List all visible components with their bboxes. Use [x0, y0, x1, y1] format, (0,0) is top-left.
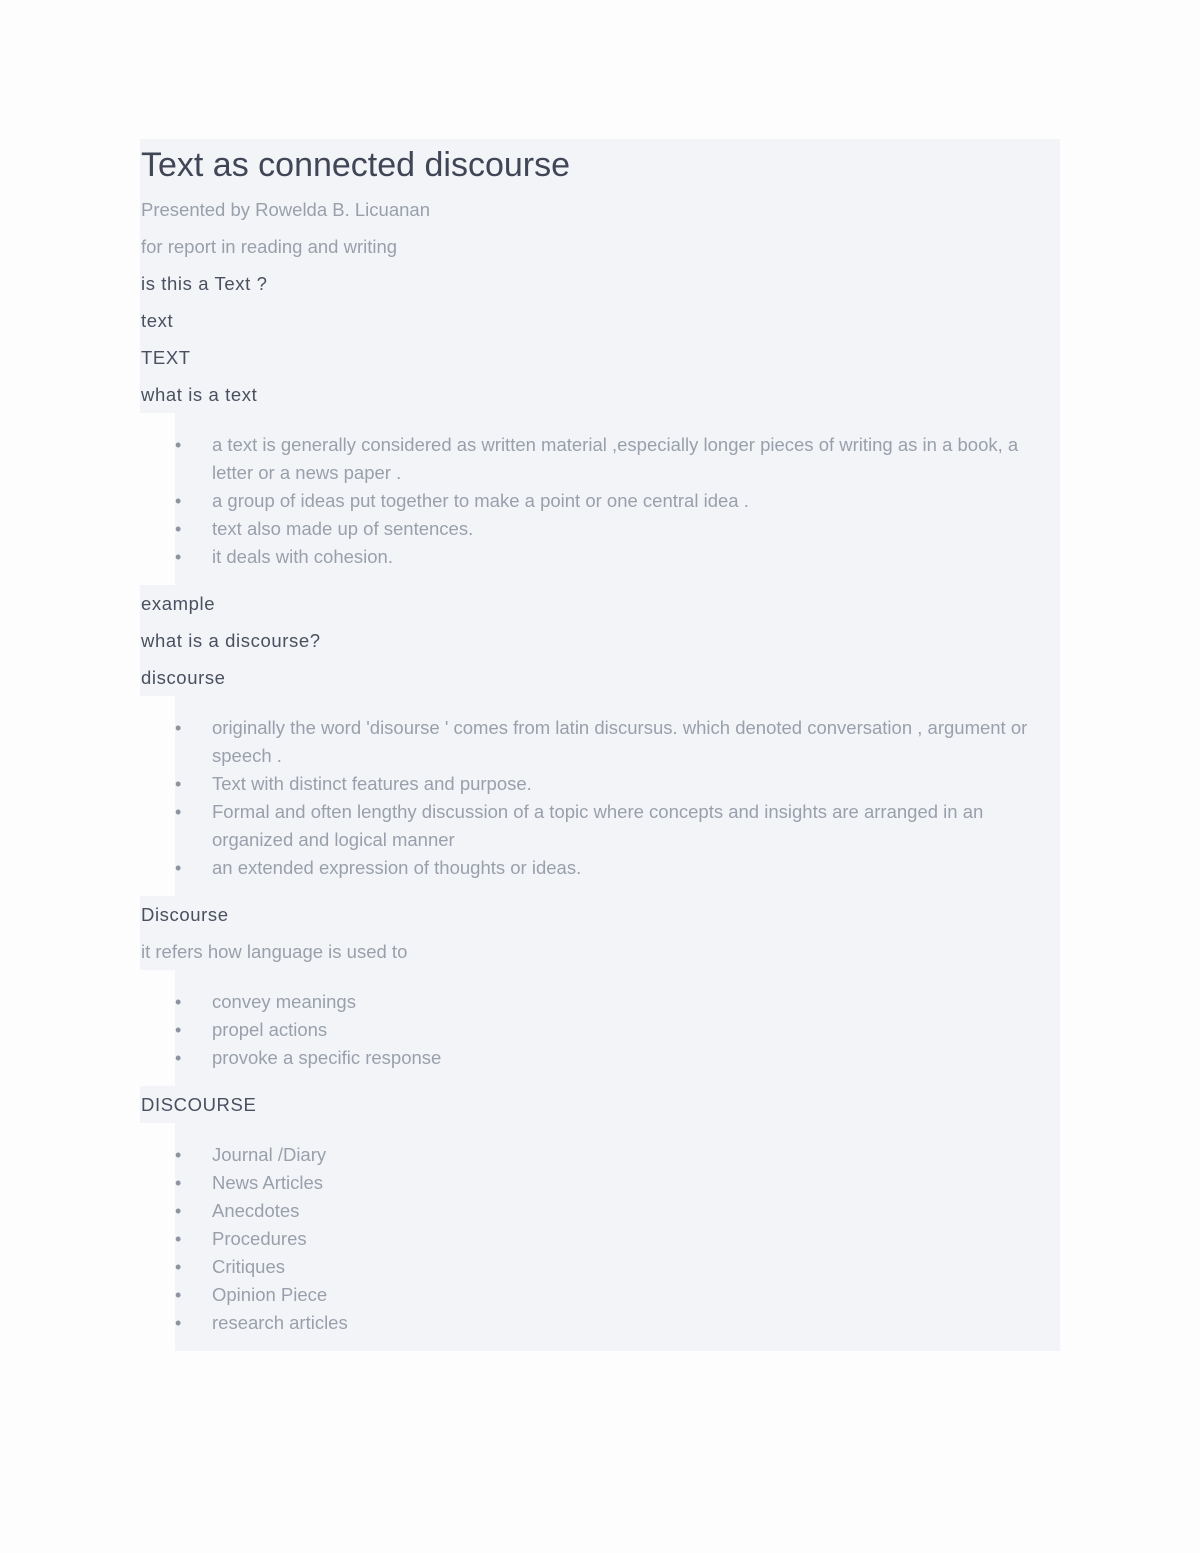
- list-item: • an extended expression of thoughts or ideas.: [212, 854, 1060, 882]
- intro-section: [140, 139, 1060, 413]
- list-item: • propel actions: [212, 1016, 1060, 1044]
- list-item: • text also made up of sentences.: [212, 515, 1060, 543]
- what-is-discourse-heading: what is a discourse?: [141, 630, 321, 651]
- example-heading: example: [141, 593, 216, 614]
- list-item: • Procedures: [212, 1225, 1060, 1253]
- what-is-text-heading: what is a text: [141, 384, 258, 405]
- list-item: • Critiques: [212, 1253, 1060, 1281]
- text-upper-heading: TEXT: [141, 347, 191, 368]
- discourse-cap-heading: Discourse: [141, 904, 229, 925]
- discourse-types-section: [140, 1086, 1060, 1123]
- list-item: • Opinion Piece: [212, 1281, 1060, 1309]
- discourse-upper-heading: DISCOURSE: [141, 1094, 257, 1115]
- list-item: • Journal /Diary: [212, 1141, 1060, 1169]
- list-item: • convey meanings: [212, 988, 1060, 1016]
- discourse-lower-heading: discourse: [141, 667, 226, 688]
- purpose-line: for report in reading and writing: [141, 236, 398, 257]
- discourse-definition-list: [140, 696, 1060, 896]
- text-definition-list: [140, 413, 1060, 585]
- discourse-types-list: [140, 1123, 1060, 1351]
- text-lower-heading: text: [141, 310, 174, 331]
- document-page: [140, 139, 1060, 1351]
- page-title: Text as connected discourse: [141, 146, 571, 184]
- language-intro-line: it refers how language is used to: [141, 941, 408, 962]
- list-item: • Text with distinct features and purpose.: [212, 770, 1060, 798]
- list-item: • it deals with cohesion.: [212, 543, 1060, 571]
- list-item: • research articles: [212, 1309, 1060, 1337]
- list-item: • a text is generally considered as written material ,especially longer pieces of writing as in a book, a letter or a news paper .: [212, 431, 1060, 487]
- presenter-line: Presented by Rowelda B. Licuanan: [141, 199, 430, 220]
- list-item: • provoke a specific response: [212, 1044, 1060, 1072]
- list-item: • Formal and often lengthy discussion of a topic where concepts and insights are arranged in an organized and logical manner: [212, 798, 1060, 854]
- language-use-list: [140, 970, 1060, 1086]
- list-item: • News Articles: [212, 1169, 1060, 1197]
- list-item: • a group of ideas put together to make a point or one central idea .: [212, 487, 1060, 515]
- list-item: • Anecdotes: [212, 1197, 1060, 1225]
- discourse-intro-section: [140, 585, 1060, 696]
- list-item: • originally the word 'disourse ' comes from latin discursus. which denoted conversation , argument or speech .: [212, 714, 1060, 770]
- question-heading: is this a Text ?: [141, 273, 268, 294]
- language-use-section: [140, 896, 1060, 970]
